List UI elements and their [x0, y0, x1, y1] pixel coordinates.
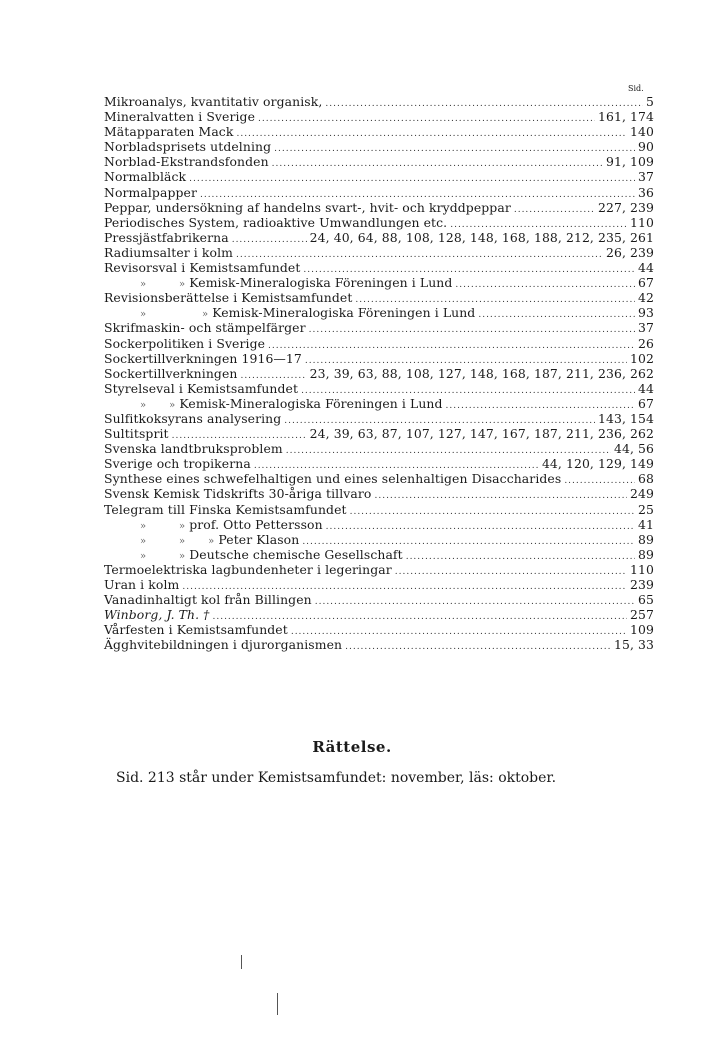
ditto-mark: » » [140, 550, 186, 562]
index-entry [104, 139, 654, 154]
page-numbers: 5 [646, 94, 654, 109]
entry-label: prof. Otto Pettersson [189, 516, 323, 532]
dot-leader [514, 203, 595, 218]
entry-title: Periodisches System, radioaktive Umwandlungen etc. [104, 214, 448, 230]
index-entry [104, 577, 654, 592]
entry-label: Kemisk-Mineralogiska Föreningen i Lund [179, 395, 443, 411]
page-numbers: 44 [638, 260, 654, 276]
page-numbers: 44 [638, 380, 654, 396]
entry-title: Mineralvatten i Sverige [104, 109, 256, 125]
entry-title: Telegram till Finska Kemistsamfundet [104, 501, 347, 517]
page-numbers: 25 [638, 501, 654, 517]
entry-title: Sockerpolitiken i Sverige [104, 335, 266, 351]
index-entry [104, 517, 654, 532]
page-numbers: 93 [638, 305, 654, 321]
scan-mark [241, 955, 242, 969]
index-entry [104, 320, 654, 335]
index-entry [104, 622, 654, 637]
index-entry [104, 396, 654, 411]
page-numbers: 91, 109 [606, 154, 654, 170]
page-numbers: 37 [638, 320, 654, 336]
dot-leader [232, 233, 307, 248]
dot-leader [258, 112, 595, 127]
index-entry [104, 245, 654, 260]
index-entry [104, 109, 654, 124]
index-entry [104, 456, 654, 471]
page-numbers: 89 [638, 546, 654, 562]
entry-title: Normalbläck [104, 169, 187, 185]
index-entry [104, 260, 654, 275]
dot-leader [274, 142, 635, 157]
entry-title: Uran i kolm [104, 577, 180, 592]
entry-title: Normalpapper [104, 184, 197, 200]
entry-title: Revisorsval i Kemistsamfundet [104, 260, 301, 276]
page-numbers: 37 [638, 169, 654, 185]
entry-title: Vanadinhaltigt kol från Billingen [104, 592, 312, 608]
entry-title: Sockertillverkningen [104, 365, 238, 381]
index-entry [104, 562, 654, 577]
dot-leader [564, 474, 635, 489]
entry-title: Synthese eines schwefelhaltigen und eines selenhaltigen Disaccharides [104, 471, 562, 487]
index-entry [104, 471, 654, 486]
index-entry [104, 215, 654, 230]
page-numbers: 26 [638, 335, 654, 351]
index-entry [104, 124, 654, 139]
page-numbers: 67 [638, 395, 654, 411]
page-numbers: 42 [638, 290, 654, 306]
dot-leader [374, 489, 627, 504]
dot-leader [350, 505, 635, 520]
index-entry [104, 94, 654, 109]
entry-title: Sulfitkoksyrans analysering [104, 410, 282, 426]
index-entry [104, 336, 654, 351]
page-numbers: 89 [638, 531, 654, 547]
ditto-mark: » » [140, 279, 186, 291]
entry-title: Mätapparaten Mack [104, 124, 234, 140]
entry-title: Svenska landtbruksproblem [104, 441, 283, 457]
page-numbers: 109 [630, 622, 654, 638]
entry-title: Styrelseval i Kemistsamfundet [104, 380, 299, 396]
page-column-header: Sid. [628, 84, 644, 93]
page-numbers: 140 [630, 124, 654, 140]
ditto-mark: » » [140, 399, 176, 411]
ditto-mark: » » [140, 309, 209, 321]
subject-index [104, 94, 654, 652]
page-numbers: 227, 239 [598, 199, 654, 215]
entry-title: Peppar, undersökning af handelns svart-, hvit- och kryddpeppar [104, 199, 511, 215]
entry-title: Ägghvitebildningen i djurorganismen [104, 637, 343, 653]
entry-label: Deutsche chemische Gesellschaft [189, 546, 403, 562]
scan-mark [277, 993, 278, 1015]
dot-leader [315, 595, 635, 610]
page-numbers: 161, 174 [598, 109, 654, 125]
index-entry [104, 607, 654, 622]
entry-label: Kemisk-Mineralogiska Föreningen i Lund [212, 305, 476, 321]
page-numbers: 24, 39, 63, 87, 107, 127, 147, 167, 187, 211, 236, 262 [309, 426, 654, 442]
index-entry [104, 592, 654, 607]
index-entry [104, 547, 654, 562]
dot-leader [326, 520, 635, 535]
dot-leader [309, 323, 635, 338]
page-numbers: 110 [630, 561, 654, 577]
errata-text: Sid. 213 står under Kemistsamfundet: november, läs: oktober. [116, 770, 557, 786]
entry-title: Mikroanalys, kvantitativ organisk, [104, 94, 323, 109]
index-entry [104, 275, 654, 290]
page-numbers: 110 [630, 214, 654, 230]
entry-title: Winborg, J. Th. † [104, 607, 210, 623]
index-entry [104, 169, 654, 184]
index-entry [104, 502, 654, 517]
page-numbers: 15, 33 [613, 637, 654, 653]
dot-leader [325, 97, 643, 112]
dot-leader [345, 640, 611, 655]
index-entry [104, 441, 654, 456]
page-numbers: 67 [638, 275, 654, 291]
page-numbers: 65 [638, 592, 654, 608]
index-entry [104, 230, 654, 245]
entry-title: Svensk Kemisk Tidskrifts 30-åriga tillvaro [104, 486, 372, 502]
index-entry [104, 185, 654, 200]
entry-title: Sultitsprit [104, 426, 169, 442]
page-numbers: 23, 39, 63, 88, 108, 127, 148, 168, 187, 211, 236, 262 [309, 365, 654, 381]
entry-title: Termoelektriska lagbundenheter i legeringar [104, 561, 392, 577]
index-entry [104, 426, 654, 441]
index-entry [104, 154, 654, 169]
page-numbers: 41 [638, 516, 654, 532]
errata-heading: Rättelse. [312, 738, 392, 756]
dot-leader [455, 278, 635, 293]
index-entry [104, 532, 654, 547]
index-entry [104, 366, 654, 381]
page-numbers: 143, 154 [598, 410, 654, 426]
page-numbers: 44, 120, 129, 149 [541, 456, 654, 472]
index-entry [104, 411, 654, 426]
dot-leader [406, 550, 635, 565]
entry-title: Norblad-Ekstrandsfonden [104, 154, 269, 170]
dot-leader [395, 565, 627, 580]
index-entry [104, 305, 654, 320]
entry-title: Sverige och tropikerna [104, 456, 251, 472]
page-numbers: 68 [638, 471, 654, 487]
index-entry [104, 637, 654, 652]
page-numbers: 102 [630, 350, 654, 366]
entry-title: Vårfesten i Kemistsamfundet [104, 622, 288, 638]
ditto-mark: » » » [140, 535, 215, 547]
index-entry [104, 290, 654, 305]
dot-leader [236, 127, 627, 142]
entry-label: Peter Klason [218, 531, 300, 547]
dot-leader [268, 339, 635, 354]
entry-title: Norbladsprisets utdelning [104, 139, 272, 155]
entry-title: Sockertillverkningen 1916—17 [104, 350, 302, 366]
page-numbers: 26, 239 [606, 244, 654, 260]
dot-leader [478, 308, 635, 323]
entry-title: Revisionsberättelse i Kemistsamfundet [104, 290, 353, 306]
index-entry [104, 351, 654, 366]
page-numbers: 44, 56 [613, 441, 654, 457]
index-entry [104, 200, 654, 215]
ditto-mark: » » [140, 520, 186, 532]
entry-title: Radiumsalter i kolm [104, 244, 233, 260]
entry-title: Skrifmaskin- och stämpelfärger [104, 320, 306, 336]
entry-label: Kemisk-Mineralogiska Föreningen i Lund [189, 275, 453, 291]
page-numbers: 24, 40, 64, 88, 108, 128, 148, 168, 188, 212, 235, 261 [309, 229, 654, 245]
page-numbers: 90 [638, 139, 654, 155]
dot-leader [189, 172, 635, 187]
page-numbers: 36 [638, 184, 654, 200]
page-numbers: 257 [630, 607, 654, 623]
page-numbers: 249 [630, 486, 654, 502]
dot-leader [272, 157, 603, 172]
index-entry [104, 486, 654, 501]
index-entry [104, 381, 654, 396]
page-numbers: 239 [630, 577, 654, 592]
entry-title: Pressjästfabrikerna [104, 229, 229, 245]
